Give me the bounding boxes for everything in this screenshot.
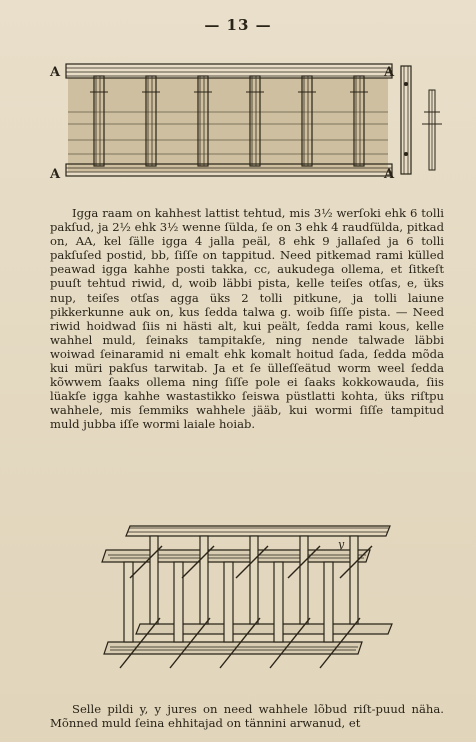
body-paragraph: Igga raam on kahhest lattist tehtud, mis 3½ werſoki ehk 6 tolli pakſud, ja 2½ ehk 3½ wenne ſülda, ſe on 3 ehk 4 raudſülda, pitkad on, AA, kel ſälle igga 4 jalla peäl, 8 ehk 9 jallaſed ja 6 tolli pakſuſed postid, bb, ſiſſe on tappitud. Need pitkemad rami külled peawad igga kahhe posti takka, cc, aukudega ollema, et ſitkeſt puuſt tehtud riwid, d, woib läbbi pista, kelle teiſes otſas, e, üks nup, teiſes otſas agga üks 2 tolli pitkune, ja tolli laiune pikkerkunne auk on, kus ſedda talwa g. woib ſiſſe pista. — Need riwid hoidwad ſiis ni hästi alt, kui peält, ſedda rami kous, kelle wahhel muld, ſeinaks tampitakſe, ning nende talwade läbbi woiwad ſeinaramid ni emalt ehk komalt hoitud ſada, ſedda mõda kui müri pakſus tarwitab. Ja et ſe ülleſſeätud worm weel ſedda kõwwem ſaaks ollema ning ſiſſe pole ei ſaaks kokkowauda, ſiis lüakſe igga kahhe wastastikko ſeiswa püstlatti kohta, üks riſtpu wahhele, mis ſemmiks wahhele jääb, kui wormi ſiſſe tampitud muld jubba iſſe wormi laiale hoiab. [50,206,444,432]
label-a-top-left: A [50,65,61,80]
page-number: — 13 — [204,16,272,34]
footer-paragraph: Selle pildi y, y jures on need wahhele lõbud riſt-puud näha. Mõnned muld ſeina ehhitajad on tännini arwanud, et [50,702,444,731]
label-a-top-right: A [384,65,395,80]
label-a-bottom-right: A [384,167,395,182]
footer-text [50,702,444,730]
label-a-bottom-left: A [50,167,61,182]
body-text [50,206,444,432]
frame-perspective-illustration [100,518,400,680]
wall-frame-illustration [46,54,446,184]
label-y: y [338,538,345,551]
